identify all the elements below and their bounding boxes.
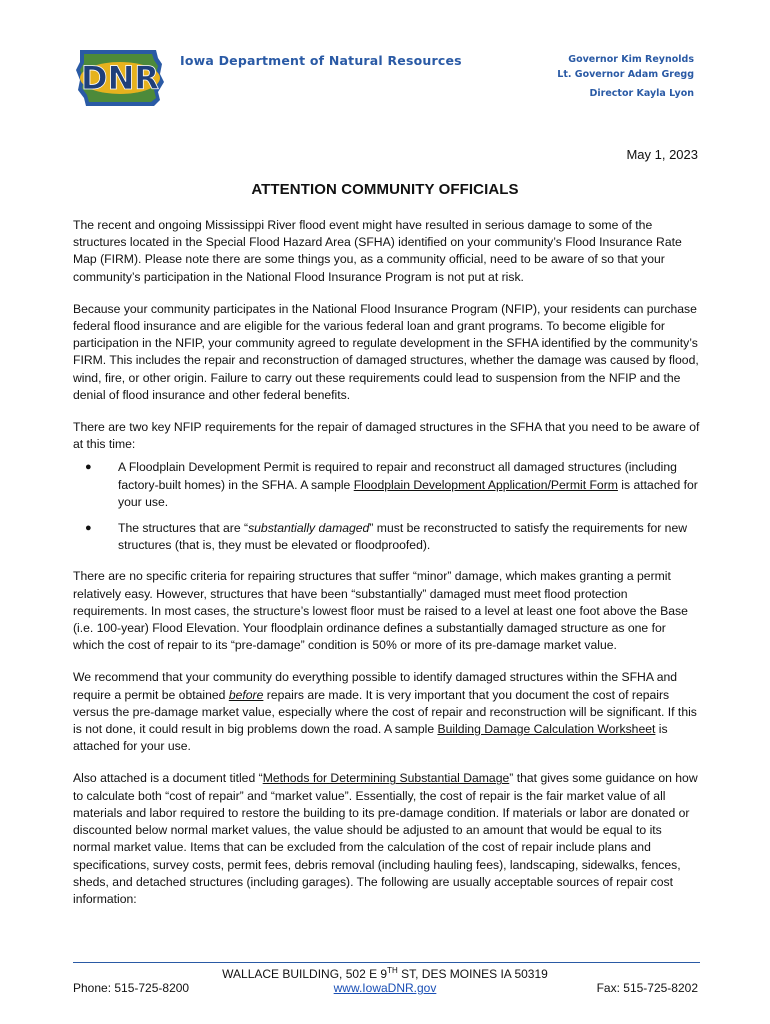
worksheet-link[interactable]: Building Damage Calculation Worksheet	[437, 722, 656, 737]
footer-address	[0, 966, 770, 981]
letter-body	[73, 217, 700, 923]
paragraph-4: There are no specific criteria for repairing structures that suffer “minor” damage, which makes granting a permit relatively easy. However, structures that have been “substantially” damaged must meet flood protection requirements. In most cases, the structure’s lowest floor must be raised to a level at least one foot above the Base (i.e. 100-year) Flood Elevation. Your floodplain ordinance defines a substantially damaged structure as one for which the cost of repair to its “pre-damage” condition is 50% or more of its pre-damage market value.	[73, 569, 688, 653]
bullet-text: ” must be reconstructed to satisfy the requirements for new structures (that is, they must be elevated or floodproofed).	[118, 521, 688, 553]
footer-phone: Phone: 515-725-8200	[73, 981, 190, 995]
paragraph-1: The recent and ongoing Mississippi River flood event might have resulted in serious damage to some of the structures located in the Special Flood Hazard Area (SFHA) identified on your community’s Flood Insurance Rate Map (FIRM). Please note there are some things you, as a community official, need to be aware of so that your community’s participation in the National Flood Insurance Program is not put at risk.	[73, 218, 682, 284]
bullet-text: The structures that are “	[118, 521, 249, 536]
emphasis-before: before	[228, 687, 264, 702]
website-link[interactable]: www.IowaDNR.gov	[333, 981, 437, 995]
paragraph-3: There are two key NFIP requirements for the repair of damaged structures in the SFHA that you need to be aware of at this time:	[73, 420, 700, 452]
paragraph-2: Because your community participates in the National Flood Insurance Program (NFIP), your residents can purchase federal flood insurance and are eligible for the various federal loan and grant programs. To become eligible for participation in the NFIP, your community agreed to regulate development in the SFHA identified by the community’s FIRM. This includes the repair and reconstruction of damaged structures, whether the damage was caused by flood, wind, fire, or other origin. Failure to carry out these requirements could lead to suspension from the NFIP and the denial of flood insurance and other federal benefits.	[73, 301, 699, 402]
logo-text: DNR	[81, 59, 159, 97]
department-name: Iowa Department of Natural Resources	[180, 53, 462, 68]
dnr-logo-graphic	[74, 44, 166, 112]
paragraph-text: is attached for your use.	[73, 722, 668, 754]
bullet-icon: ●	[85, 461, 92, 474]
lt-governor-name: Lt. Governor Adam Gregg	[557, 69, 694, 80]
paragraph-text: ” that gives some guidance on how to calculate both “cost of repair” and “market value”. Essentially, the cost of repair is the fair market value of all materials and labor required to restore the building to its pre-damage condition. If materials or labor are donated or discounted below normal market values, the value should be adjusted to an amount that would be equal to its normal market value. Items that can be excluded from the calculation of the cost of repair include plans and specifications, survey costs, permit fees, debris removal (including hauling fees), landscaping, sidewalks, fences, sheds, and detached structures (including garages). The following are usually acceptable sources of repair cost information:	[73, 771, 698, 906]
bullet-text: is attached for your use.	[118, 477, 698, 509]
footer-fax: Fax: 515-725-8202	[596, 981, 698, 995]
address-text: WALLACE BUILDING, 502 E 9	[222, 967, 388, 981]
bullet-text: A Floodplain Development Permit is required to repair and reconstruct all damaged structures (including factory-built homes) in the SFHA. A sample	[118, 460, 677, 492]
address-text: ST, DES MOINES IA 50319	[397, 967, 548, 981]
methods-document-link[interactable]: Methods for Determining Substantial Damage	[262, 771, 510, 786]
officials-block	[557, 52, 694, 82]
list-item	[73, 520, 700, 554]
footer-divider	[73, 962, 700, 963]
dnr-logo	[74, 44, 166, 112]
letter-title: ATTENTION COMMUNITY OFFICIALS	[251, 181, 519, 198]
paragraph-5	[73, 669, 700, 755]
director-name: Director Kayla Lyon	[589, 88, 694, 99]
paragraph-6	[73, 770, 700, 908]
permit-form-link[interactable]: Floodplain Development Application/Permit Form	[353, 477, 618, 492]
emphasis-text: substantially damaged	[248, 521, 370, 536]
bullet-icon: ●	[85, 522, 92, 535]
letter-date: May 1, 2023	[626, 147, 698, 162]
paragraph-text: Also attached is a document titled “	[73, 771, 263, 786]
list-item	[73, 459, 700, 511]
paragraph-text: repairs are made. It is very important that you document the cost of repairs versus the pre-damage market value, especially where the cost of repair and reconstruction will be significant. If this is not done, it could result in big problems down the road. A sample	[73, 687, 697, 737]
requirements-list	[73, 459, 700, 554]
address-superscript: TH	[387, 966, 398, 975]
governor-name: Governor Kim Reynolds	[568, 54, 694, 65]
paragraph-text: We recommend that your community do everything possible to identify damaged structures within the SFHA and require a permit be obtained	[73, 670, 678, 702]
